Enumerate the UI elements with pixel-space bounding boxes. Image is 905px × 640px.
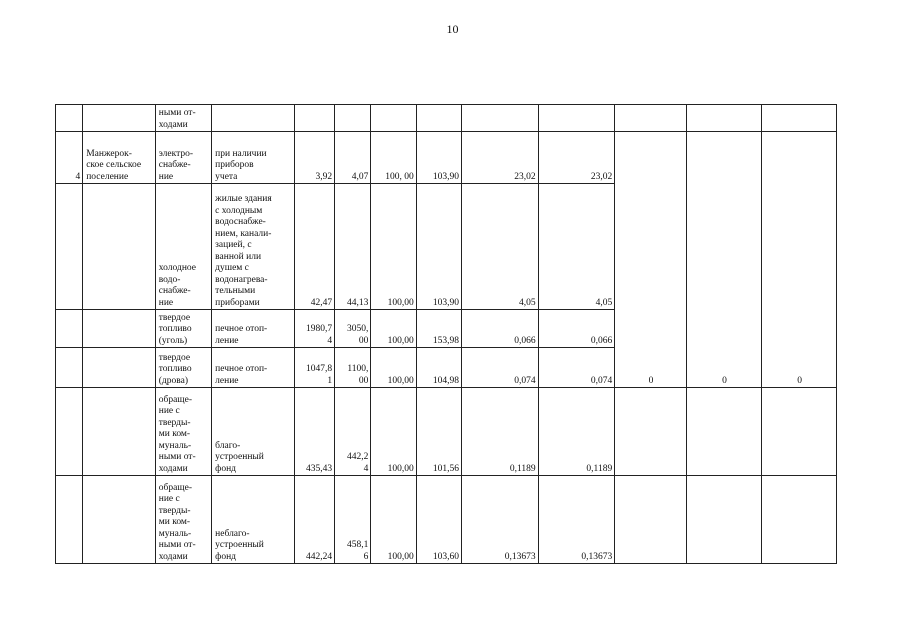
value-col1: [294, 132, 334, 184]
value-col1-line: 3,92: [315, 171, 333, 182]
value-col5: 0,074: [462, 348, 539, 388]
service-type: [155, 310, 211, 348]
merged-value-1: 0: [615, 132, 687, 388]
value-col2-line: 3050,: [346, 324, 369, 334]
usage-condition: [212, 310, 295, 348]
value-col1-line: 442,24: [305, 551, 333, 562]
value-col1-line: 1047,8: [305, 364, 333, 374]
row-index: [56, 388, 83, 476]
service-type-line: обраще-: [158, 394, 192, 405]
merged-value-3: 0: [762, 132, 837, 388]
usage-condition-line: неблаго-: [215, 528, 250, 539]
usage-condition-line: печное отоп-: [215, 324, 268, 334]
tariff-table: [55, 104, 837, 564]
service-type-line: обраще-: [158, 482, 192, 493]
empty-cell: [762, 476, 837, 564]
service-type-line: тверды-: [158, 417, 191, 428]
service-type: [155, 184, 211, 310]
service-type-line: водо-: [158, 274, 181, 285]
value-col2-line: 1100,: [347, 364, 369, 374]
service-type-line: ными от-: [158, 540, 196, 550]
value-col5: 23,02: [462, 132, 539, 184]
empty-cell: [615, 476, 687, 564]
service-type: [155, 105, 211, 132]
value-col2-line: 00: [358, 375, 369, 386]
settlement-name-line: ское сельское: [86, 160, 142, 170]
empty-cell: [762, 388, 837, 476]
usage-condition-line: фонд: [215, 463, 236, 474]
usage-condition-line: жилые здания: [215, 194, 272, 204]
service-type: [155, 388, 211, 476]
value-col6: 0,066: [538, 310, 615, 348]
value-col1-line: 1980,7: [305, 324, 333, 334]
usage-condition-line: душем с: [215, 263, 249, 273]
service-type-line: ние с: [158, 494, 180, 504]
value-col1-line: 42,47: [310, 297, 333, 308]
value-col2: [335, 348, 371, 388]
usage-condition-line: печное отоп-: [215, 364, 268, 374]
value-col2-line: 00: [358, 335, 369, 346]
row-index: [56, 476, 83, 564]
value-col5: [462, 105, 539, 132]
usage-condition-line: водонагрева-: [215, 274, 268, 285]
page-number: 10: [446, 22, 459, 36]
service-type: [155, 348, 211, 388]
usage-condition-line: устроенный: [215, 452, 264, 462]
empty-cell: [615, 105, 687, 132]
service-type-line: ми ком-: [158, 517, 191, 527]
value-col5: 4,05: [462, 184, 539, 310]
row-index: [56, 348, 83, 388]
usage-condition-line: тельными: [215, 286, 256, 296]
service-type-line: (уголь): [158, 335, 188, 346]
row-index: [56, 105, 83, 132]
empty-cell: [686, 105, 762, 132]
service-type-line: топливо: [158, 364, 192, 374]
value-col2-line: 6: [363, 551, 369, 562]
service-type-line: ходами: [158, 119, 188, 130]
value-col6: [538, 105, 615, 132]
value-col6: 0,1189: [538, 388, 615, 476]
usage-condition-line: с холодным: [215, 205, 263, 216]
usage-condition-line: благо-: [215, 440, 241, 451]
usage-condition-line: нием, канали-: [215, 228, 272, 239]
service-type-line: ходами: [158, 551, 188, 562]
value-col3: 100,00: [371, 348, 416, 388]
value-col2: [335, 310, 371, 348]
settlement-name: [83, 388, 156, 476]
value-col1-line: 1: [327, 375, 333, 386]
value-col1: [294, 388, 334, 476]
usage-condition: [212, 105, 295, 132]
settlement-name-line: поселение: [86, 171, 129, 182]
value-col5: 0,13673: [462, 476, 539, 564]
merged-value-2: 0: [686, 132, 762, 388]
table-row: [56, 476, 837, 564]
settlement-name: [83, 348, 156, 388]
usage-condition-line: приборами: [215, 297, 260, 308]
value-col5: 0,1189: [462, 388, 539, 476]
empty-cell: [686, 476, 762, 564]
settlement-name: [83, 132, 156, 184]
table-row: [56, 132, 837, 184]
service-type-line: (дрова): [158, 375, 188, 386]
row-index: [56, 310, 83, 348]
usage-condition-line: фонд: [215, 551, 236, 562]
service-type-line: холодное: [158, 263, 196, 273]
value-col3: 100,00: [371, 310, 416, 348]
value-col6: 4,05: [538, 184, 615, 310]
value-col3: 100,00: [371, 388, 416, 476]
value-col2: [335, 476, 371, 564]
usage-condition: [212, 388, 295, 476]
value-col2-line: 4: [363, 463, 369, 474]
service-type-line: топливо: [158, 324, 192, 334]
value-col2: [335, 105, 371, 132]
value-col1: [294, 105, 334, 132]
usage-condition-line: учета: [215, 171, 238, 182]
service-type-line: ными от-: [158, 452, 196, 462]
value-col2-line: 4,07: [351, 171, 369, 182]
settlement-name-line: Манжерок-: [86, 148, 132, 159]
value-col1: [294, 348, 334, 388]
value-col1-line: 4: [327, 335, 333, 346]
service-type-line: снабже-: [158, 160, 191, 170]
table-row: [56, 105, 837, 132]
value-col3: [371, 105, 416, 132]
value-col6: 0,13673: [538, 476, 615, 564]
value-col3: 100,00: [371, 476, 416, 564]
value-col2: [335, 132, 371, 184]
value-col1: [294, 476, 334, 564]
value-col3: 100,00: [371, 184, 416, 310]
service-type-line: ми ком-: [158, 429, 191, 439]
usage-condition: [212, 476, 295, 564]
service-type-line: твердое: [158, 352, 191, 363]
usage-condition: [212, 184, 295, 310]
service-type: [155, 132, 211, 184]
value-col4: 103,90: [416, 132, 461, 184]
value-col1: [294, 310, 334, 348]
value-col4: [416, 105, 461, 132]
service-type: [155, 476, 211, 564]
service-type-line: муналь-: [158, 528, 192, 539]
usage-condition-line: при наличии: [215, 148, 267, 159]
value-col1-line: 435,43: [305, 463, 333, 474]
service-type-line: твердое: [158, 312, 191, 323]
value-col4: 101,56: [416, 388, 461, 476]
value-col2-line: 44,13: [346, 297, 369, 308]
value-col6: 23,02: [538, 132, 615, 184]
value-col4: 153,98: [416, 310, 461, 348]
service-type-line: тверды-: [158, 505, 191, 516]
service-type-line: муналь-: [158, 440, 192, 451]
value-col5: 0,066: [462, 310, 539, 348]
value-col6: 0,074: [538, 348, 615, 388]
value-col3: 100, 00: [371, 132, 416, 184]
service-type-line: ными от-: [158, 108, 196, 118]
value-col2-line: 442,2: [346, 452, 369, 462]
empty-cell: [762, 105, 837, 132]
usage-condition: [212, 348, 295, 388]
value-col4: 103,90: [416, 184, 461, 310]
usage-condition-line: ление: [215, 335, 239, 346]
value-col4: 103,60: [416, 476, 461, 564]
service-type-line: ние: [158, 297, 174, 308]
empty-cell: [615, 388, 687, 476]
value-col2-line: 458,1: [346, 540, 369, 550]
settlement-name: [83, 310, 156, 348]
table-row: [56, 388, 837, 476]
usage-condition-line: водоснабже-: [215, 217, 266, 227]
usage-condition-line: ление: [215, 375, 239, 386]
service-type-line: ние: [158, 171, 174, 182]
empty-cell: [686, 388, 762, 476]
service-type-line: ходами: [158, 463, 188, 474]
usage-condition: [212, 132, 295, 184]
value-col2: [335, 184, 371, 310]
settlement-name: [83, 105, 156, 132]
value-col1: [294, 184, 334, 310]
usage-condition-line: приборов: [215, 160, 254, 170]
row-index: 4: [56, 132, 83, 184]
value-col4: 104,98: [416, 348, 461, 388]
service-type-line: электро-: [158, 148, 194, 159]
service-type-line: снабже-: [158, 286, 191, 296]
settlement-name: [83, 476, 156, 564]
usage-condition-line: ванной или: [215, 251, 262, 262]
usage-condition-line: устроенный: [215, 540, 264, 550]
settlement-name: [83, 184, 156, 310]
usage-condition-line: зацией, с: [215, 240, 252, 250]
row-index: [56, 184, 83, 310]
value-col2: [335, 388, 371, 476]
service-type-line: ние с: [158, 406, 180, 416]
